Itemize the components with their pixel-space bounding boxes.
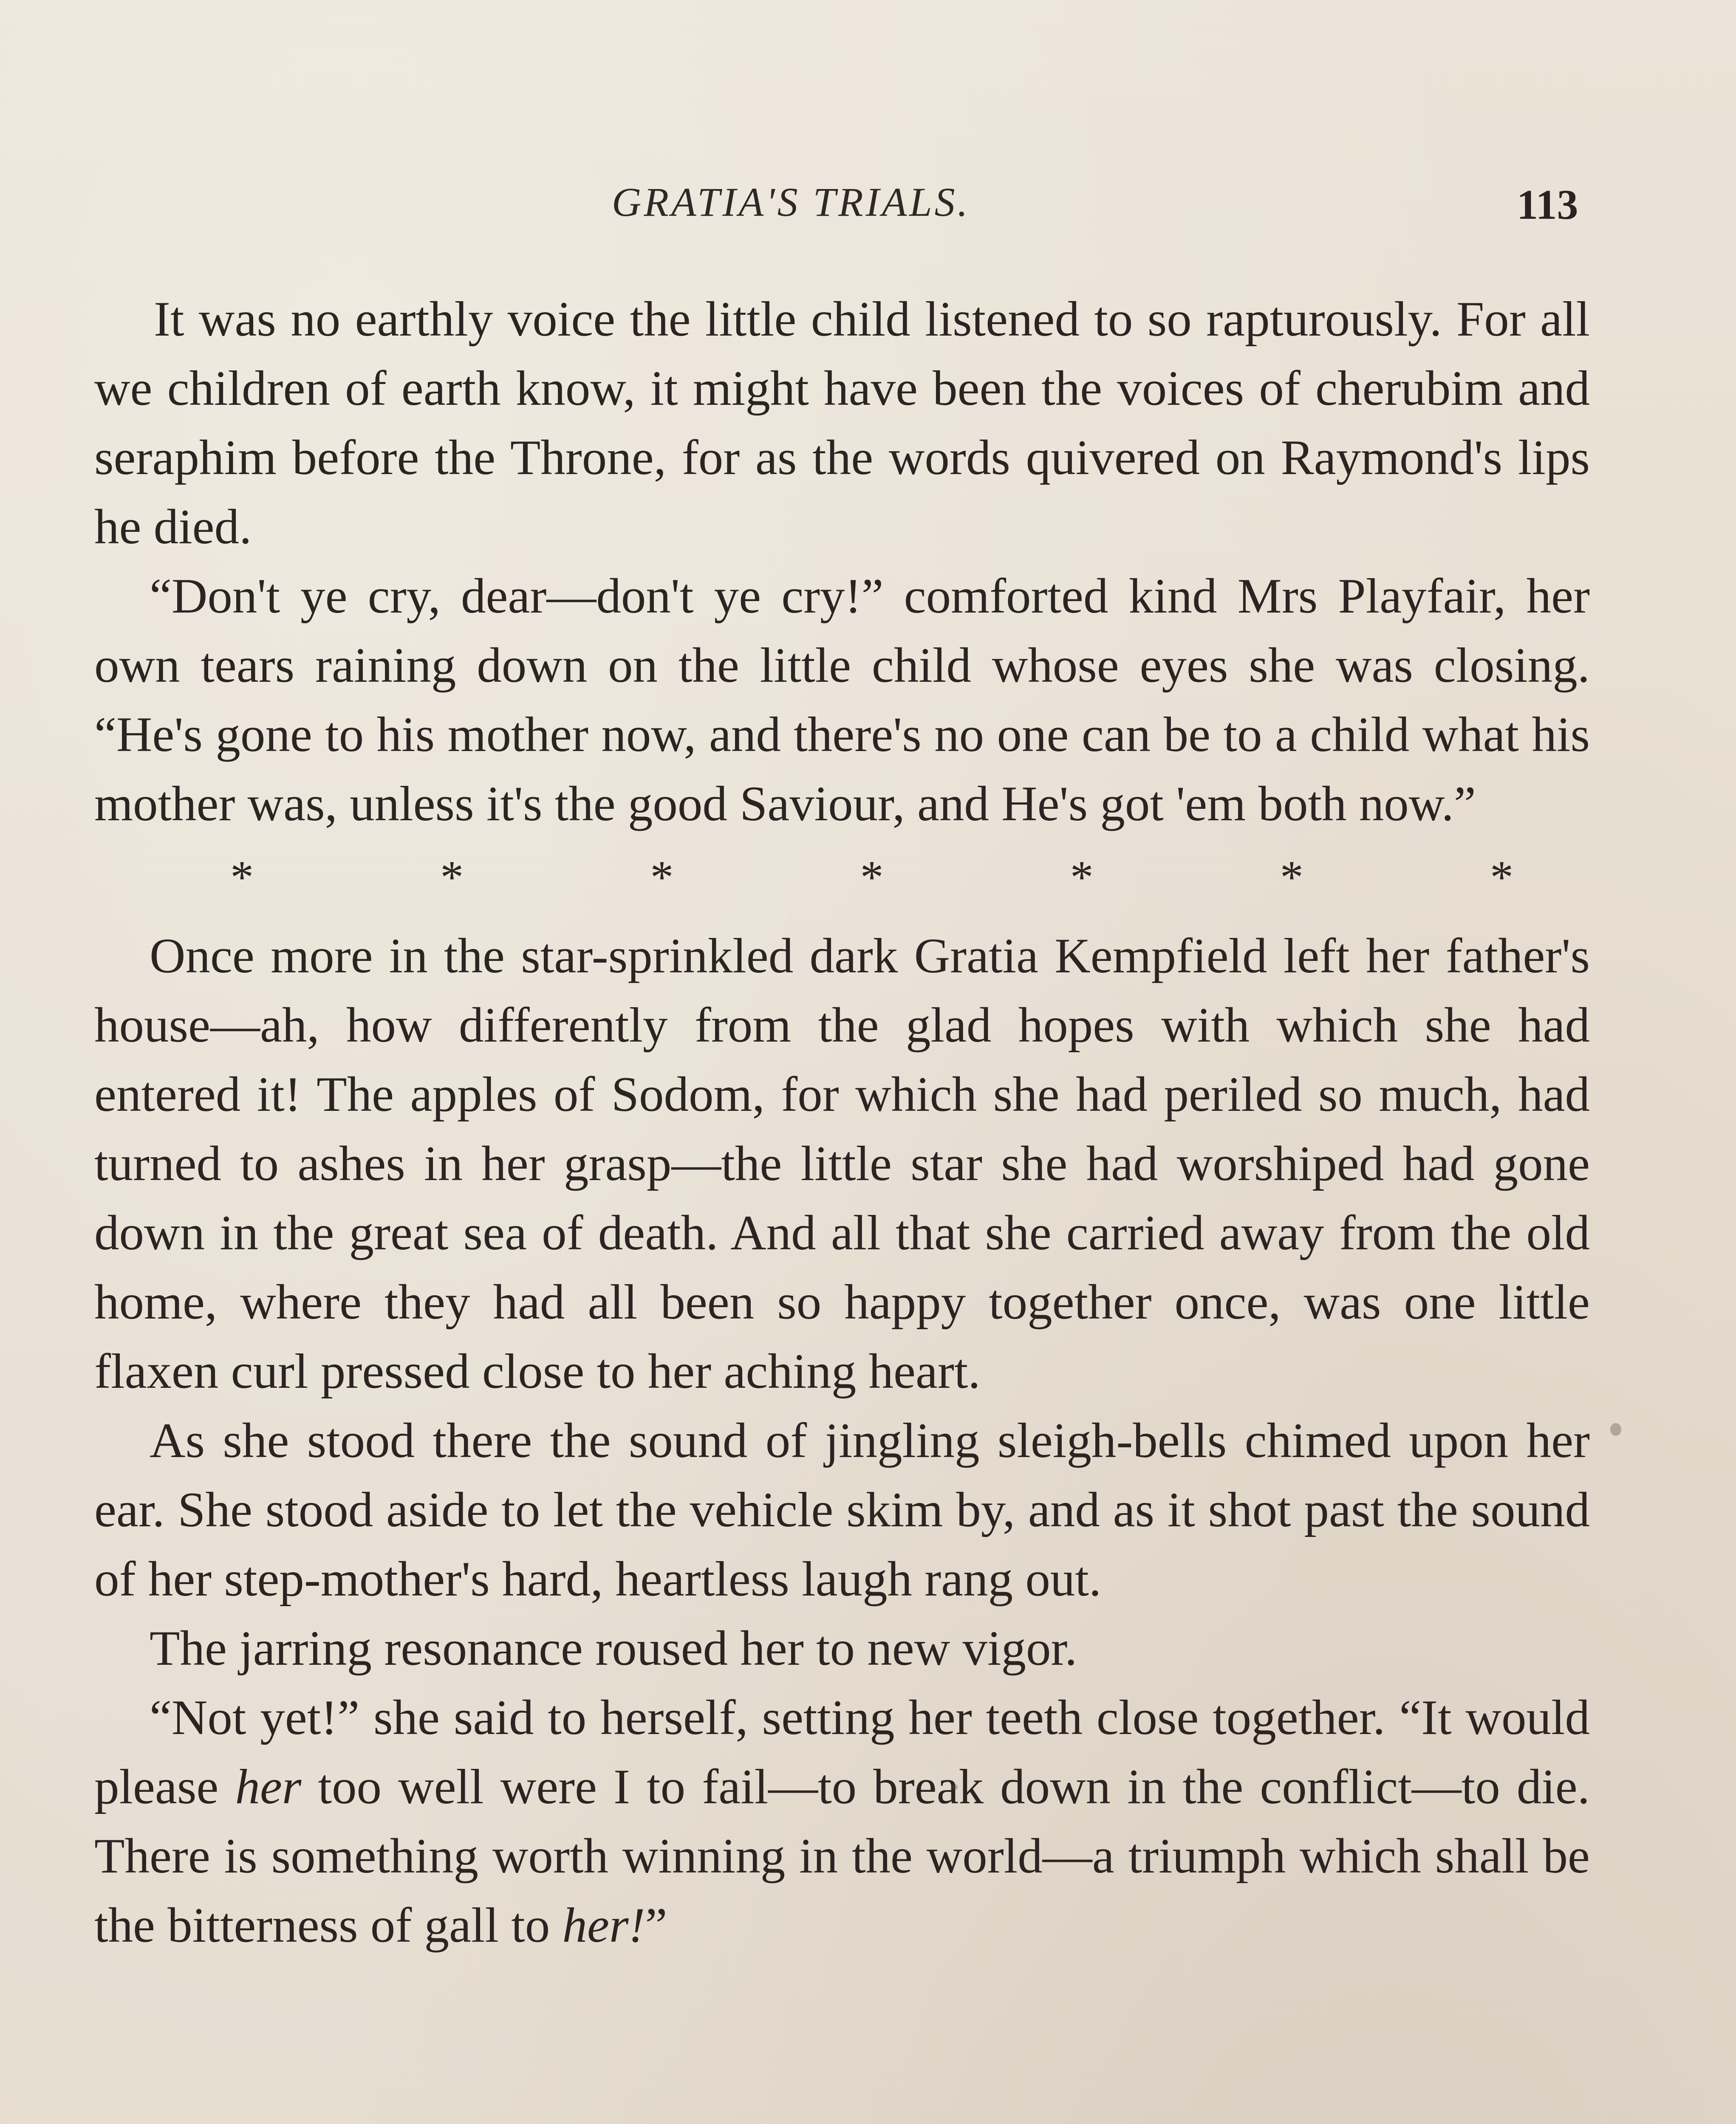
separator-asterisk: *: [440, 851, 464, 903]
separator-asterisk: *: [1490, 851, 1513, 903]
paragraph-sleigh-bells: As she stood there the sound of jingling sleigh-bells chimed upon her ear. She stood aside to let the vehicle skim by, and as it shot past the sound of her step-mother's hard, heartless laugh rang out.: [94, 1413, 1590, 1607]
running-head: [0, 170, 1736, 229]
paragraph-not-yet-part2: too well were I to fail—to break down in the conflict—to die. There is something worth winning in the world—a triumph which shall be the bitterness of gall to: [94, 1760, 1590, 1953]
paragraph-not-yet-part1: “Not yet!” she said to herself, setting her teeth close together. “It would please: [94, 1690, 1590, 1814]
closing-quote: ”: [645, 1898, 667, 1953]
separator-asterisk: *: [860, 851, 884, 903]
paper-speck: [952, 1784, 958, 1790]
emphasis-her-final: her!: [562, 1898, 645, 1953]
paragraph-gratia-leaves: Once more in the star-sprinkled dark Gratia Kempfield left her father's house—ah, how differently from the glad hopes with which she had entered it! The apples of Sodom, for which she had periled so much, had turned to ashes in her grasp—the little star she had worshiped had gone down in the great sea of death. And all that she carried away from the old home, where they had all been so happy together once, was one little flaxen curl pressed close to her aching heart.: [94, 929, 1590, 1399]
paragraph-jarring-resonance: The jarring resonance roused her to new vigor.: [150, 1621, 1077, 1676]
separator-asterisk: *: [650, 851, 674, 903]
paragraph-mrs-playfair: “Don't ye cry, dear—don't ye cry!” comforted kind Mrs Playfair, her own tears raining down on the little child whose eyes she was closing. “He's gone to his mother now, and there's no one can be to a child what his mother was, unless it's the good Saviour, and He's got 'em both now.”: [94, 569, 1590, 831]
running-title: GRATIA'S TRIALS.: [612, 179, 970, 225]
body-text: [94, 285, 1590, 1960]
separator-asterisk: *: [1280, 851, 1303, 903]
emphasis-her: her: [235, 1760, 302, 1814]
paragraph-raymond-death: It was no earthly voice the little child listened to so rapturously. For all we children of earth know, it might have been the voices of cherubim and seraphim before the Throne, for as the words quivered on Raymond's lips he died.: [94, 292, 1590, 554]
section-separator: [94, 843, 1590, 912]
paper-speck: [1610, 1423, 1621, 1436]
page-number: 113: [1517, 181, 1578, 228]
paragraph-not-yet: [94, 1683, 1590, 1960]
separator-asterisk: *: [230, 851, 254, 903]
separator-asterisk: *: [1070, 851, 1094, 903]
